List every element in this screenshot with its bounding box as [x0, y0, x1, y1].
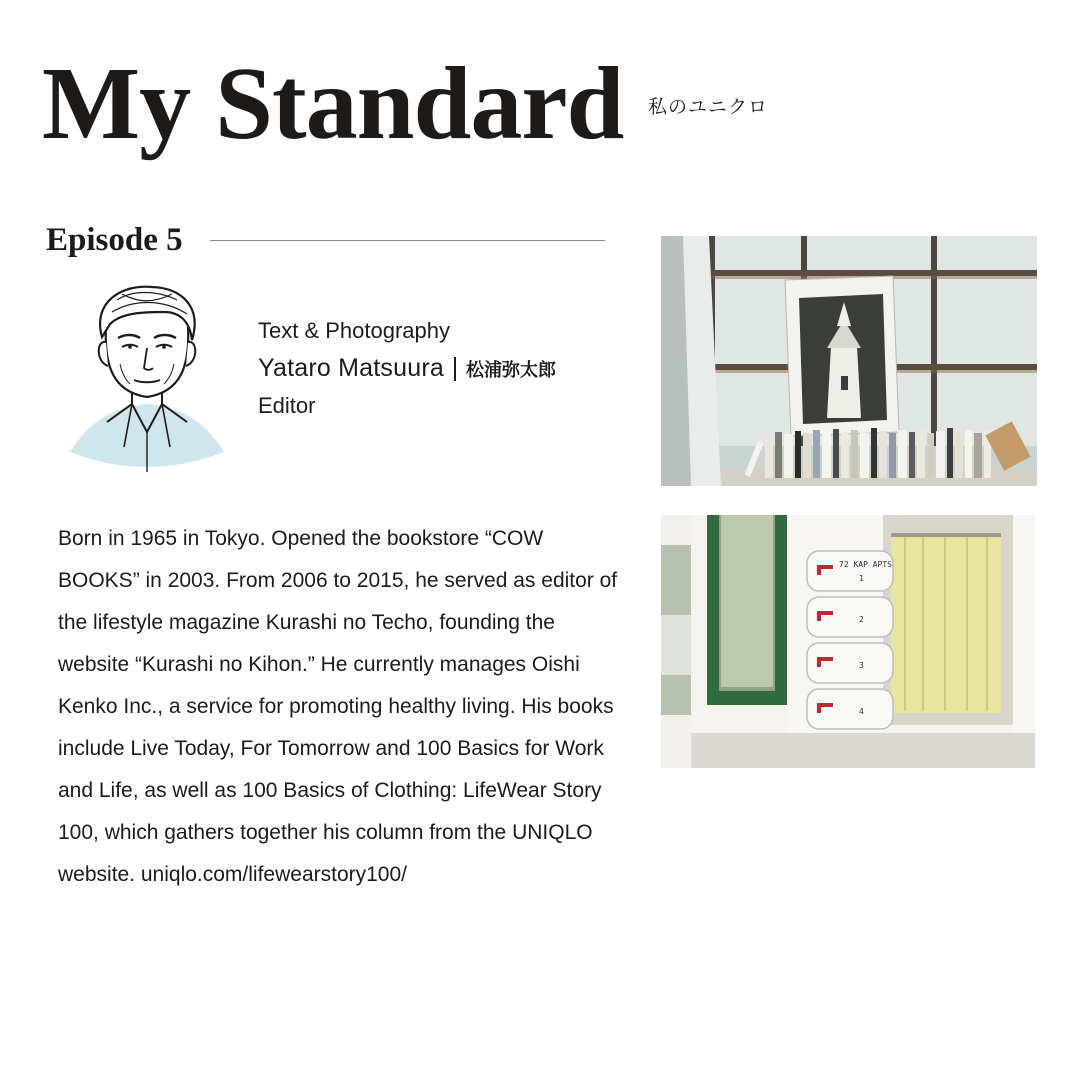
mailbox-number: 3 [859, 661, 864, 670]
bio-text: Born in 1965 in Tokyo. Opened the bookstore “COW BOOKS” in 2003. From 2006 to 2015, he served as editor of the lifestyle magazine Kurashi no Techo, founding the website “Kurashi no Kihon.” He currently manages Oishi Kenko Inc., a service for promoting healthy living. His books include Live Today, For Tomorrow and 100 Basics for Work and Life, as well as 100 Basics of Clothing: LifeWear Story 100, which gathers together his column from the UNIQLO website. uniqlo.com/lifewearstory100/ [58, 527, 618, 886]
credit-name-row [258, 354, 556, 383]
author-title: Editor [258, 393, 316, 418]
mailbox-number: 4 [859, 707, 864, 716]
photo-mailboxes [661, 515, 1035, 768]
episode-divider [210, 240, 605, 241]
page-subtitle-jp: 私のユニクロ [648, 96, 769, 118]
author-portrait-illustration [62, 282, 232, 477]
credit-role: Text & Photography [258, 318, 451, 343]
author-name-jp: 松浦弥太郎 [465, 359, 556, 381]
author-bio [58, 518, 618, 896]
photo-church-print-window [661, 236, 1037, 486]
mailbox-number: 1 [859, 574, 864, 583]
name-separator [454, 357, 456, 381]
mailbox-number: 2 [859, 615, 864, 624]
author-credit [258, 318, 556, 419]
page-title: My Standard [42, 46, 624, 161]
episode-label: Episode 5 [46, 222, 183, 258]
author-name: Yataro Matsuura [258, 354, 444, 382]
mailbox-sign: 72 KAP APTS [839, 560, 892, 569]
